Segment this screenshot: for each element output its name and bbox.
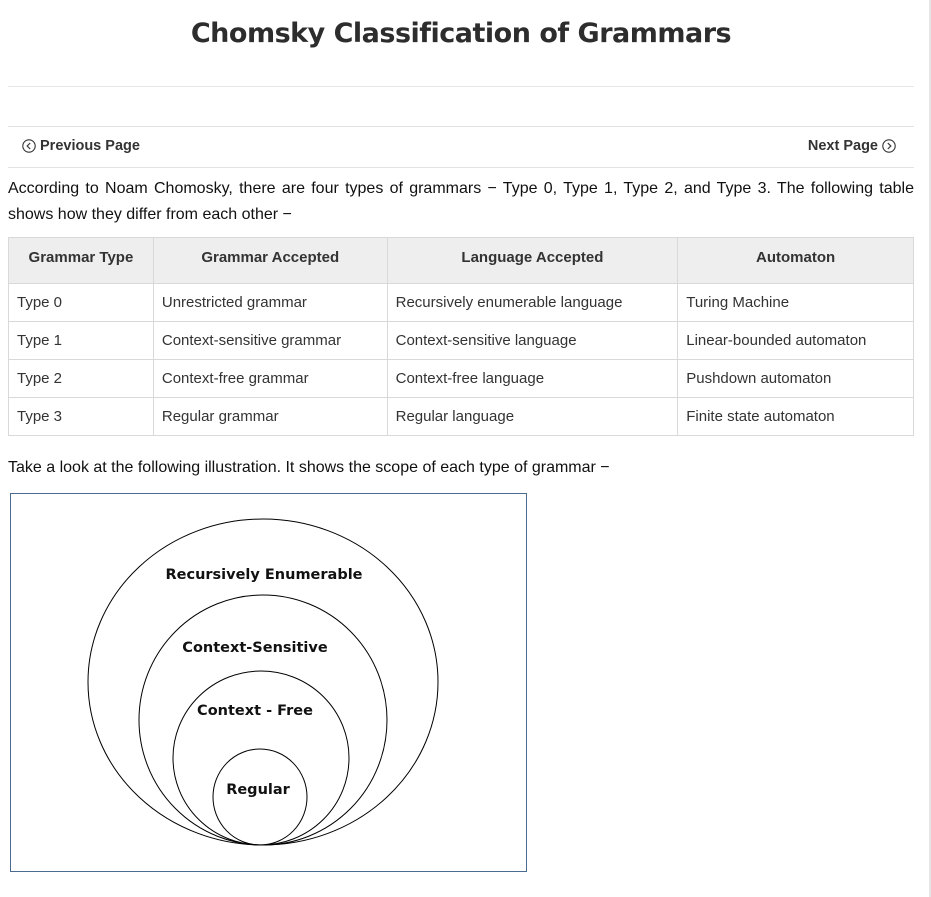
illustration-caption: Take a look at the following illustration. It shows the scope of each type of grammar − — [8, 459, 610, 476]
divider — [8, 86, 914, 87]
cell-automaton: Pushdown automaton — [678, 360, 914, 398]
cell-language-accepted: Context-sensitive language — [387, 322, 678, 360]
chevron-right-circle-icon — [882, 139, 896, 153]
table-header-row — [9, 238, 914, 284]
label-context-sensitive: Context-Sensitive — [182, 640, 328, 656]
label-context-free: Context - Free — [197, 703, 313, 719]
cell-language-accepted: Regular language — [387, 398, 678, 436]
intro-paragraph: According to Noam Chomosky, there are four types of grammars − Type 0, Type 1, Type 2, and Type 3. The following table shows how they differ from each other − — [8, 180, 914, 223]
cell-grammar-accepted: Unrestricted grammar — [153, 284, 387, 322]
cell-language-accepted: Recursively enumerable language — [387, 284, 678, 322]
table-row — [9, 322, 914, 360]
grammar-table — [8, 237, 914, 436]
header-language-accepted: Language Accepted — [387, 238, 678, 284]
cell-grammar-accepted: Context-free grammar — [153, 360, 387, 398]
circle-context-free — [173, 671, 349, 845]
label-regular: Regular — [226, 782, 290, 798]
page-title: Chomsky Classification of Grammars — [190, 18, 732, 49]
cell-grammar-type: Type 0 — [9, 284, 154, 322]
cell-grammar-accepted: Regular grammar — [153, 398, 387, 436]
header-automaton: Automaton — [678, 238, 914, 284]
previous-page-link[interactable] — [22, 138, 140, 154]
grammar-hierarchy-diagram — [10, 493, 527, 872]
cell-grammar-type: Type 2 — [9, 360, 154, 398]
header-grammar-type: Grammar Type — [9, 238, 154, 284]
divider — [8, 167, 914, 168]
next-page-link[interactable] — [808, 138, 896, 154]
cell-language-accepted: Context-free language — [387, 360, 678, 398]
divider — [8, 126, 914, 127]
cell-grammar-type: Type 1 — [9, 322, 154, 360]
label-recursively-enumerable: Recursively Enumerable — [165, 567, 363, 583]
header-grammar-accepted: Grammar Accepted — [153, 238, 387, 284]
table-row — [9, 398, 914, 436]
cell-grammar-accepted: Context-sensitive grammar — [153, 322, 387, 360]
cell-automaton: Finite state automaton — [678, 398, 914, 436]
table-row — [9, 284, 914, 322]
next-page-label: Next Page — [807, 138, 878, 154]
circle-context-sensitive — [139, 595, 387, 845]
cell-automaton: Turing Machine — [678, 284, 914, 322]
table-row — [9, 360, 914, 398]
cell-grammar-type: Type 3 — [9, 398, 154, 436]
cell-automaton: Linear-bounded automaton — [678, 322, 914, 360]
previous-page-label: Previous Page — [40, 138, 140, 154]
chevron-left-circle-icon — [22, 139, 36, 153]
